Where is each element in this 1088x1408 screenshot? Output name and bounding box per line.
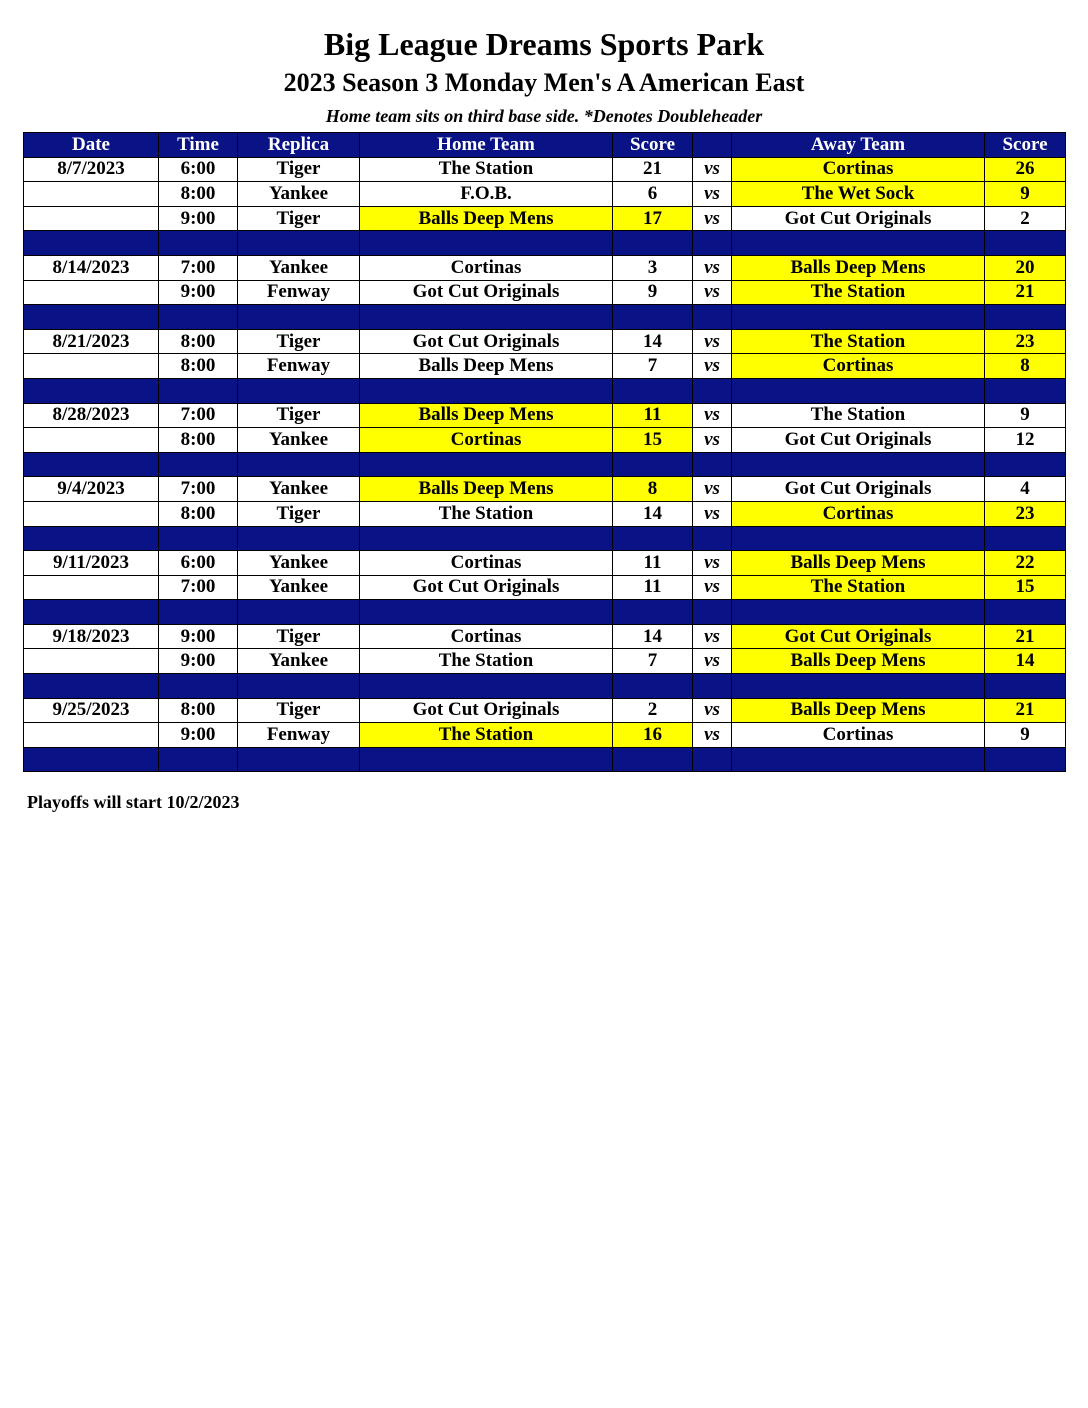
spacer-cell bbox=[985, 747, 1066, 772]
home-score-cell: 14 bbox=[613, 329, 693, 354]
vs-cell: vs bbox=[693, 723, 732, 748]
replica-cell: Tiger bbox=[238, 329, 360, 354]
away-score-cell: 22 bbox=[985, 551, 1066, 576]
page-title: Big League Dreams Sports Park bbox=[323, 26, 765, 62]
home-team-cell: Cortinas bbox=[360, 624, 613, 649]
away-team-cell: Balls Deep Mens bbox=[732, 255, 985, 280]
home-team-cell: Balls Deep Mens bbox=[360, 354, 613, 379]
spacer-cell bbox=[24, 600, 159, 625]
spacer-cell bbox=[613, 600, 693, 625]
spacer-cell bbox=[238, 526, 360, 551]
spacer-row bbox=[24, 600, 1066, 625]
away-team-cell: Cortinas bbox=[732, 723, 985, 748]
time-cell: 9:00 bbox=[159, 649, 238, 674]
replica-cell: Fenway bbox=[238, 723, 360, 748]
table-row bbox=[24, 501, 1066, 526]
spacer-cell bbox=[360, 674, 613, 699]
spacer-cell bbox=[613, 747, 693, 772]
away-score-cell: 23 bbox=[985, 329, 1066, 354]
replica-cell: Fenway bbox=[238, 280, 360, 305]
spacer-cell bbox=[985, 452, 1066, 477]
vs-cell: vs bbox=[693, 354, 732, 379]
spacer-cell bbox=[693, 747, 732, 772]
home-score-cell: 8 bbox=[613, 477, 693, 502]
away-team-cell: Balls Deep Mens bbox=[732, 649, 985, 674]
home-team-cell: F.O.B. bbox=[360, 182, 613, 207]
replica-cell: Yankee bbox=[238, 649, 360, 674]
date-cell: 8/14/2023 bbox=[24, 255, 159, 280]
date-cell bbox=[24, 206, 159, 231]
header-home-team: Home Team bbox=[360, 133, 613, 158]
time-cell: 9:00 bbox=[159, 624, 238, 649]
spacer-cell bbox=[360, 452, 613, 477]
spacer-cell bbox=[613, 452, 693, 477]
spacer-cell bbox=[985, 231, 1066, 256]
spacer-cell bbox=[613, 231, 693, 256]
home-team-cell: Got Cut Originals bbox=[360, 280, 613, 305]
time-cell: 8:00 bbox=[159, 428, 238, 453]
header-replica: Replica bbox=[238, 133, 360, 158]
spacer-cell bbox=[360, 747, 613, 772]
away-team-cell: The Station bbox=[732, 280, 985, 305]
spacer-cell bbox=[613, 305, 693, 330]
table-row bbox=[24, 477, 1066, 502]
spacer-cell bbox=[159, 305, 238, 330]
spacer-cell bbox=[159, 600, 238, 625]
spacer-cell bbox=[360, 231, 613, 256]
home-team-cell: Cortinas bbox=[360, 255, 613, 280]
schedule-note: Home team sits on third base side. *Denotes Doubleheader bbox=[325, 106, 763, 126]
replica-cell: Yankee bbox=[238, 551, 360, 576]
spacer-cell bbox=[238, 231, 360, 256]
time-cell: 7:00 bbox=[159, 477, 238, 502]
vs-cell: vs bbox=[693, 157, 732, 182]
spacer-cell bbox=[693, 378, 732, 403]
away-score-cell: 20 bbox=[985, 255, 1066, 280]
header-time: Time bbox=[159, 133, 238, 158]
home-team-cell: Cortinas bbox=[360, 428, 613, 453]
home-score-cell: 7 bbox=[613, 354, 693, 379]
table-row bbox=[24, 575, 1066, 600]
vs-cell: vs bbox=[693, 280, 732, 305]
vs-cell: vs bbox=[693, 649, 732, 674]
header-vs bbox=[693, 133, 732, 158]
time-cell: 6:00 bbox=[159, 551, 238, 576]
home-team-cell: The Station bbox=[360, 723, 613, 748]
vs-cell: vs bbox=[693, 182, 732, 207]
table-row bbox=[24, 698, 1066, 723]
spacer-cell bbox=[613, 526, 693, 551]
spacer-cell bbox=[159, 526, 238, 551]
away-score-cell: 8 bbox=[985, 354, 1066, 379]
spacer-cell bbox=[693, 600, 732, 625]
spacer-cell bbox=[24, 231, 159, 256]
table-row bbox=[24, 157, 1066, 182]
home-score-cell: 3 bbox=[613, 255, 693, 280]
date-cell bbox=[24, 723, 159, 748]
away-score-cell: 14 bbox=[985, 649, 1066, 674]
home-team-cell: Balls Deep Mens bbox=[360, 403, 613, 428]
away-team-cell: Cortinas bbox=[732, 157, 985, 182]
replica-cell: Tiger bbox=[238, 206, 360, 231]
time-cell: 8:00 bbox=[159, 354, 238, 379]
home-team-cell: Got Cut Originals bbox=[360, 698, 613, 723]
spacer-cell bbox=[732, 305, 985, 330]
table-header-row bbox=[24, 133, 1066, 158]
replica-cell: Tiger bbox=[238, 157, 360, 182]
table-row bbox=[24, 182, 1066, 207]
away-team-cell: The Station bbox=[732, 575, 985, 600]
home-score-cell: 15 bbox=[613, 428, 693, 453]
spacer-cell bbox=[732, 231, 985, 256]
table-row bbox=[24, 354, 1066, 379]
date-cell bbox=[24, 280, 159, 305]
home-score-cell: 11 bbox=[613, 575, 693, 600]
table-row bbox=[24, 428, 1066, 453]
vs-cell: vs bbox=[693, 501, 732, 526]
spacer-cell bbox=[732, 747, 985, 772]
date-cell: 9/4/2023 bbox=[24, 477, 159, 502]
spacer-cell bbox=[985, 305, 1066, 330]
header-away-score: Score bbox=[985, 133, 1066, 158]
spacer-cell bbox=[24, 305, 159, 330]
away-team-cell: Cortinas bbox=[732, 354, 985, 379]
replica-cell: Yankee bbox=[238, 428, 360, 453]
replica-cell: Tiger bbox=[238, 624, 360, 649]
spacer-row bbox=[24, 452, 1066, 477]
vs-cell: vs bbox=[693, 477, 732, 502]
spacer-row bbox=[24, 674, 1066, 699]
spacer-cell bbox=[24, 378, 159, 403]
spacer-cell bbox=[613, 378, 693, 403]
date-cell bbox=[24, 501, 159, 526]
vs-cell: vs bbox=[693, 428, 732, 453]
spacer-cell bbox=[693, 231, 732, 256]
time-cell: 9:00 bbox=[159, 280, 238, 305]
home-score-cell: 14 bbox=[613, 501, 693, 526]
spacer-cell bbox=[24, 526, 159, 551]
header-home-score: Score bbox=[613, 133, 693, 158]
time-cell: 8:00 bbox=[159, 182, 238, 207]
time-cell: 6:00 bbox=[159, 157, 238, 182]
home-score-cell: 17 bbox=[613, 206, 693, 231]
home-score-cell: 11 bbox=[613, 551, 693, 576]
date-cell: 8/21/2023 bbox=[24, 329, 159, 354]
spacer-cell bbox=[693, 452, 732, 477]
home-score-cell: 7 bbox=[613, 649, 693, 674]
date-cell bbox=[24, 428, 159, 453]
page-subtitle: 2023 Season 3 Monday Men's A American East bbox=[283, 68, 805, 97]
away-team-cell: Balls Deep Mens bbox=[732, 551, 985, 576]
home-score-cell: 9 bbox=[613, 280, 693, 305]
replica-cell: Yankee bbox=[238, 182, 360, 207]
spacer-cell bbox=[732, 526, 985, 551]
date-cell: 9/25/2023 bbox=[24, 698, 159, 723]
table-row bbox=[24, 551, 1066, 576]
away-score-cell: 4 bbox=[985, 477, 1066, 502]
spacer-cell bbox=[693, 305, 732, 330]
table-row bbox=[24, 280, 1066, 305]
spacer-cell bbox=[732, 674, 985, 699]
spacer-cell bbox=[985, 600, 1066, 625]
spacer-cell bbox=[693, 526, 732, 551]
table-row bbox=[24, 649, 1066, 674]
away-score-cell: 21 bbox=[985, 280, 1066, 305]
home-score-cell: 16 bbox=[613, 723, 693, 748]
home-score-cell: 14 bbox=[613, 624, 693, 649]
time-cell: 8:00 bbox=[159, 329, 238, 354]
spacer-cell bbox=[985, 674, 1066, 699]
spacer-cell bbox=[985, 378, 1066, 403]
home-team-cell: Balls Deep Mens bbox=[360, 206, 613, 231]
away-team-cell: Got Cut Originals bbox=[732, 477, 985, 502]
vs-cell: vs bbox=[693, 329, 732, 354]
time-cell: 8:00 bbox=[159, 698, 238, 723]
vs-cell: vs bbox=[693, 698, 732, 723]
spacer-row bbox=[24, 378, 1066, 403]
spacer-cell bbox=[159, 747, 238, 772]
date-cell: 8/7/2023 bbox=[24, 157, 159, 182]
spacer-cell bbox=[238, 747, 360, 772]
vs-cell: vs bbox=[693, 551, 732, 576]
spacer-cell bbox=[159, 231, 238, 256]
date-cell: 9/11/2023 bbox=[24, 551, 159, 576]
replica-cell: Fenway bbox=[238, 354, 360, 379]
table-row bbox=[24, 723, 1066, 748]
home-score-cell: 6 bbox=[613, 182, 693, 207]
away-team-cell: Cortinas bbox=[732, 501, 985, 526]
away-score-cell: 23 bbox=[985, 501, 1066, 526]
away-team-cell: Got Cut Originals bbox=[732, 206, 985, 231]
spacer-row bbox=[24, 747, 1066, 772]
spacer-cell bbox=[693, 674, 732, 699]
date-cell: 9/18/2023 bbox=[24, 624, 159, 649]
spacer-cell bbox=[238, 452, 360, 477]
time-cell: 8:00 bbox=[159, 501, 238, 526]
date-cell bbox=[24, 354, 159, 379]
date-cell bbox=[24, 182, 159, 207]
spacer-row bbox=[24, 526, 1066, 551]
vs-cell: vs bbox=[693, 624, 732, 649]
schedule-table bbox=[23, 132, 1066, 772]
home-team-cell: The Station bbox=[360, 501, 613, 526]
away-score-cell: 9 bbox=[985, 182, 1066, 207]
date-cell bbox=[24, 575, 159, 600]
home-team-cell: Got Cut Originals bbox=[360, 575, 613, 600]
spacer-cell bbox=[159, 452, 238, 477]
away-team-cell: Got Cut Originals bbox=[732, 624, 985, 649]
spacer-cell bbox=[159, 378, 238, 403]
spacer-cell bbox=[238, 305, 360, 330]
home-score-cell: 11 bbox=[613, 403, 693, 428]
time-cell: 9:00 bbox=[159, 206, 238, 231]
spacer-cell bbox=[360, 305, 613, 330]
spacer-cell bbox=[360, 600, 613, 625]
away-score-cell: 21 bbox=[985, 624, 1066, 649]
spacer-cell bbox=[360, 378, 613, 403]
header-away-team: Away Team bbox=[732, 133, 985, 158]
away-team-cell: Balls Deep Mens bbox=[732, 698, 985, 723]
away-team-cell: The Wet Sock bbox=[732, 182, 985, 207]
spacer-cell bbox=[360, 526, 613, 551]
spacer-cell bbox=[732, 600, 985, 625]
away-score-cell: 21 bbox=[985, 698, 1066, 723]
table-row bbox=[24, 403, 1066, 428]
spacer-cell bbox=[732, 378, 985, 403]
vs-cell: vs bbox=[693, 206, 732, 231]
spacer-cell bbox=[238, 378, 360, 403]
date-cell bbox=[24, 649, 159, 674]
away-team-cell: The Station bbox=[732, 403, 985, 428]
away-score-cell: 2 bbox=[985, 206, 1066, 231]
spacer-cell bbox=[159, 674, 238, 699]
home-team-cell: Cortinas bbox=[360, 551, 613, 576]
away-score-cell: 9 bbox=[985, 723, 1066, 748]
replica-cell: Yankee bbox=[238, 477, 360, 502]
spacer-cell bbox=[238, 600, 360, 625]
playoffs-note: Playoffs will start 10/2/2023 bbox=[27, 792, 240, 812]
away-team-cell: Got Cut Originals bbox=[732, 428, 985, 453]
replica-cell: Tiger bbox=[238, 501, 360, 526]
spacer-cell bbox=[24, 452, 159, 477]
schedule-body bbox=[24, 157, 1066, 772]
vs-cell: vs bbox=[693, 255, 732, 280]
home-team-cell: The Station bbox=[360, 649, 613, 674]
replica-cell: Yankee bbox=[238, 575, 360, 600]
home-score-cell: 2 bbox=[613, 698, 693, 723]
spacer-cell bbox=[732, 452, 985, 477]
time-cell: 7:00 bbox=[159, 255, 238, 280]
away-score-cell: 15 bbox=[985, 575, 1066, 600]
time-cell: 7:00 bbox=[159, 575, 238, 600]
spacer-cell bbox=[24, 747, 159, 772]
table-row bbox=[24, 255, 1066, 280]
away-score-cell: 26 bbox=[985, 157, 1066, 182]
spacer-cell bbox=[613, 674, 693, 699]
table-row bbox=[24, 206, 1066, 231]
away-score-cell: 12 bbox=[985, 428, 1066, 453]
home-team-cell: Got Cut Originals bbox=[360, 329, 613, 354]
spacer-row bbox=[24, 305, 1066, 330]
home-team-cell: The Station bbox=[360, 157, 613, 182]
away-score-cell: 9 bbox=[985, 403, 1066, 428]
replica-cell: Tiger bbox=[238, 403, 360, 428]
time-cell: 7:00 bbox=[159, 403, 238, 428]
vs-cell: vs bbox=[693, 403, 732, 428]
header-date: Date bbox=[24, 133, 159, 158]
home-team-cell: Balls Deep Mens bbox=[360, 477, 613, 502]
table-row bbox=[24, 624, 1066, 649]
away-team-cell: The Station bbox=[732, 329, 985, 354]
date-cell: 8/28/2023 bbox=[24, 403, 159, 428]
spacer-cell bbox=[238, 674, 360, 699]
table-row bbox=[24, 329, 1066, 354]
time-cell: 9:00 bbox=[159, 723, 238, 748]
vs-cell: vs bbox=[693, 575, 732, 600]
home-score-cell: 21 bbox=[613, 157, 693, 182]
spacer-row bbox=[24, 231, 1066, 256]
spacer-cell bbox=[985, 526, 1066, 551]
spacer-cell bbox=[24, 674, 159, 699]
replica-cell: Yankee bbox=[238, 255, 360, 280]
replica-cell: Tiger bbox=[238, 698, 360, 723]
